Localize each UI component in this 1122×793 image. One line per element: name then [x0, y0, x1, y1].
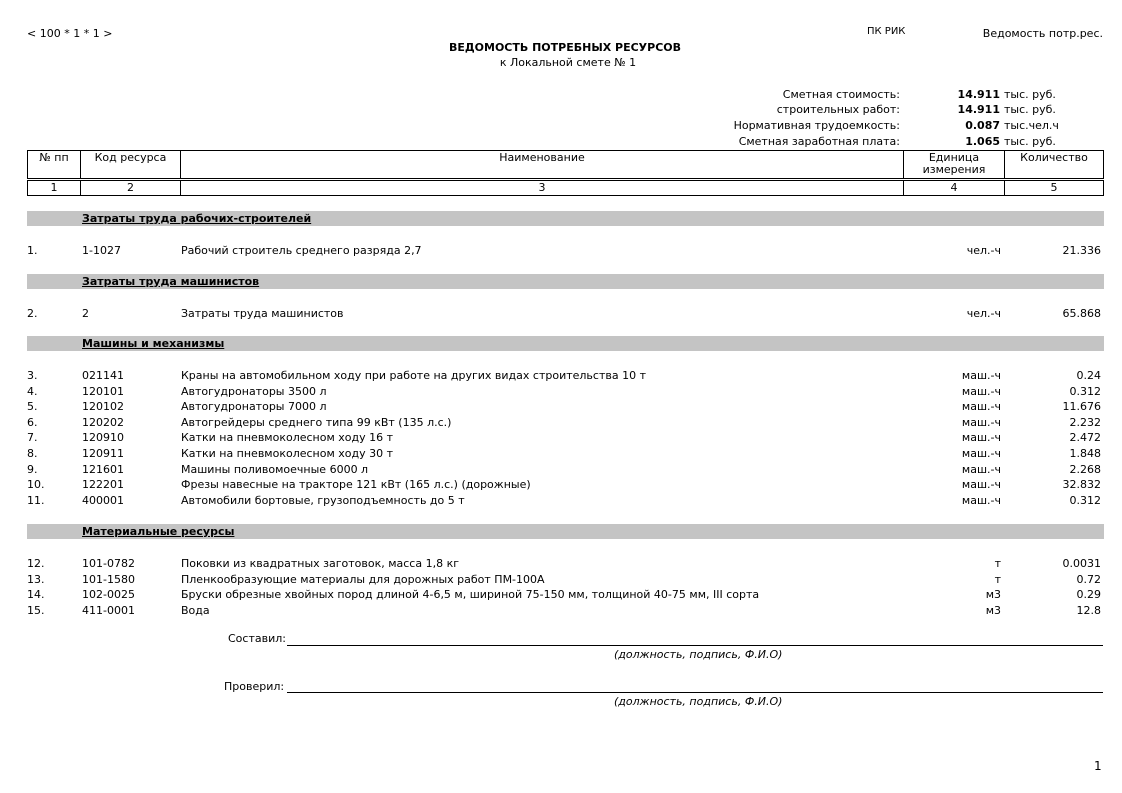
- resource-unit: маш.-ч: [961, 478, 1001, 492]
- compiled-by-signature-line: [287, 645, 1103, 646]
- resource-name: Краны на автомобильном ходу при работе на других видах строительства 10 т: [181, 369, 646, 382]
- resource-code: 120102: [82, 400, 124, 414]
- resource-name: Автогудронаторы 7000 л: [181, 400, 327, 414]
- column-number-5: 5: [1050, 181, 1058, 194]
- resource-name: Бруски обрезные хвойных пород длиной 4-6,5 м, шириной 75-150 мм, толщиной 40-75 мм, III сорта: [181, 588, 760, 602]
- resource-unit: т: [994, 557, 1001, 570]
- resource-unit: маш.-ч: [961, 400, 1001, 414]
- row-number: 1.: [27, 244, 38, 257]
- resource-name: Поковки из квадратных заготовок, масса 1,8 кг: [181, 557, 460, 570]
- row-number: 13.: [27, 572, 45, 586]
- table-row: [27, 493, 1104, 508]
- row-number: 5.: [27, 400, 38, 414]
- row-number: 15.: [27, 603, 45, 617]
- resource-quantity: 2.472: [1069, 431, 1101, 445]
- resource-unit: т: [994, 572, 1001, 586]
- resource-name: Катки на пневмоколесном ходу 16 т: [181, 431, 394, 445]
- resource-code: 101-1580: [82, 572, 135, 586]
- column-numbers-row: [27, 180, 1104, 196]
- compiled-by-hint: (должность, подпись, Ф.И.О): [614, 648, 783, 661]
- row-number: 4.: [27, 384, 38, 398]
- table-row: [27, 415, 1104, 430]
- table-row: [27, 572, 1104, 587]
- checked-by-hint: (должность, подпись, Ф.И.О): [614, 695, 783, 708]
- row-number: 8.: [27, 447, 38, 460]
- checked-by-label: Проверил:: [224, 680, 285, 693]
- resource-code: 411-0001: [82, 603, 135, 617]
- section-header: [27, 524, 1104, 539]
- resource-code: 120202: [82, 415, 124, 429]
- summary-unit: тыс.чел.ч: [1004, 119, 1059, 132]
- summary-label: Нормативная трудоемкость:: [733, 119, 900, 132]
- resource-code: 120911: [82, 447, 124, 460]
- resource-unit: маш.-ч: [961, 493, 1001, 507]
- resource-quantity: 65.868: [1062, 307, 1101, 320]
- resource-unit: м3: [985, 603, 1001, 617]
- section-title: Затраты труда рабочих-строителей: [82, 212, 312, 225]
- column-number-1: 1: [28, 181, 81, 195]
- row-number: 7.: [27, 431, 38, 445]
- row-number: 6.: [27, 415, 38, 429]
- resource-code: 2: [82, 307, 89, 320]
- table-row: [27, 306, 1104, 321]
- resource-unit: чел.-ч: [966, 244, 1001, 257]
- compiled-by-label: Составил:: [228, 632, 286, 645]
- summary-value: 1.065: [965, 135, 1000, 148]
- table-row: [27, 243, 1104, 258]
- row-number: 11.: [27, 493, 45, 507]
- section-header: [27, 274, 1104, 289]
- resource-code: 101-0782: [82, 557, 135, 570]
- resource-quantity: 32.832: [1062, 478, 1101, 492]
- resource-name: Машины поливомоечные 6000 л: [181, 462, 369, 476]
- document-code: < 100 * 1 * 1 >: [27, 27, 113, 40]
- document-title: ВЕДОМОСТЬ ПОТРЕБНЫХ РЕСУРСОВ: [448, 41, 682, 54]
- header-col-number: № пп: [28, 151, 81, 178]
- software-code: ПК РИК: [867, 26, 906, 37]
- resource-unit: м3: [985, 588, 1001, 602]
- section-title: Машины и механизмы: [82, 337, 225, 350]
- checked-by-signature-line: [287, 692, 1103, 693]
- resource-code: 120101: [82, 384, 124, 398]
- resource-code: 121601: [82, 462, 124, 476]
- resource-quantity: 0.312: [1069, 493, 1101, 507]
- summary-unit: тыс. руб.: [1004, 88, 1056, 101]
- resource-name: Катки на пневмоколесном ходу 30 т: [181, 447, 394, 460]
- section-title: Затраты труда машинистов: [82, 275, 260, 288]
- resource-unit: маш.-ч: [961, 415, 1001, 429]
- summary-unit: тыс. руб.: [1004, 135, 1056, 148]
- table-row: [27, 603, 1104, 618]
- resource-code: 102-0025: [82, 588, 135, 602]
- document-subtitle: к Локальной смете № 1: [499, 56, 637, 69]
- row-number: 10.: [27, 478, 45, 492]
- table-row: [27, 430, 1104, 445]
- column-number-3: 3: [181, 181, 904, 195]
- resource-quantity: 2.232: [1069, 415, 1101, 429]
- resource-name: Автогрейдеры среднего типа 99 кВт (135 л.с.): [181, 415, 452, 429]
- table-row: [27, 384, 1104, 399]
- column-number-4: 4: [904, 181, 1005, 195]
- resource-quantity: 1.848: [1069, 447, 1101, 460]
- resource-unit: маш.-ч: [961, 431, 1001, 445]
- resource-name: Фрезы навесные на тракторе 121 кВт (165 л.с.) (дорожные): [181, 478, 531, 492]
- resource-code: 021141: [82, 369, 124, 382]
- resource-name: Затраты труда машинистов: [181, 307, 344, 320]
- row-number: 3.: [27, 369, 38, 382]
- summary-value: 14.911: [957, 103, 1000, 116]
- table-row: [27, 477, 1104, 492]
- header-col-name: Наименование: [181, 151, 904, 178]
- resource-code: 122201: [82, 478, 124, 492]
- document-type-label: Ведомость потр.рес.: [982, 27, 1103, 40]
- page-number: 1: [1094, 759, 1102, 773]
- header-col-code: Код ресурса: [81, 151, 181, 178]
- row-number: 2.: [27, 307, 38, 320]
- table-header: [27, 150, 1104, 179]
- resource-unit: маш.-ч: [961, 369, 1001, 382]
- resource-quantity: 11.676: [1062, 400, 1101, 414]
- section-header: [27, 211, 1104, 226]
- resource-quantity: 0.29: [1076, 588, 1101, 602]
- resource-unit: маш.-ч: [961, 462, 1001, 476]
- column-number-2: 2: [81, 181, 181, 195]
- resource-name: Автогудронаторы 3500 л: [181, 384, 327, 398]
- table-row: [27, 462, 1104, 477]
- resource-unit: маш.-ч: [961, 447, 1001, 460]
- table-row: [27, 556, 1104, 571]
- resource-quantity: 0.72: [1076, 572, 1101, 586]
- resource-code: 120910: [82, 431, 124, 445]
- header-col-unit-line1: Единица: [928, 151, 980, 164]
- table-row: [27, 399, 1104, 414]
- resource-name: Пленкообразующие материалы для дорожных работ ПМ-100А: [181, 572, 545, 586]
- summary-label: строительных работ:: [776, 103, 900, 116]
- section-header: [27, 336, 1104, 351]
- summary-label: Сметная заработная плата:: [738, 135, 900, 148]
- resource-unit: чел.-ч: [966, 307, 1001, 320]
- resource-name: Рабочий строитель среднего разряда 2,7: [181, 244, 422, 257]
- summary-value: 14.911: [957, 88, 1000, 101]
- summary-value: 0.087: [965, 119, 1000, 132]
- summary-label: Сметная стоимость:: [782, 88, 900, 101]
- resource-unit: маш.-ч: [961, 384, 1001, 398]
- table-row: [27, 587, 1104, 602]
- row-number: 12.: [27, 557, 45, 570]
- row-number: 14.: [27, 588, 45, 602]
- resource-name: Вода: [181, 603, 210, 617]
- header-col-quantity: Количество: [1020, 151, 1088, 164]
- section-title: Материальные ресурсы: [82, 525, 235, 538]
- resource-quantity: 12.8: [1076, 603, 1101, 617]
- table-row: [27, 368, 1104, 383]
- table-row: [27, 446, 1104, 461]
- resource-code: 400001: [82, 493, 124, 507]
- resource-quantity: 0.0031: [1062, 557, 1101, 570]
- header-col-unit-line2: измерения: [922, 163, 986, 176]
- resource-quantity: 21.336: [1062, 244, 1101, 257]
- resource-code: 1-1027: [82, 244, 121, 257]
- resource-quantity: 0.312: [1069, 384, 1101, 398]
- row-number: 9.: [27, 462, 38, 476]
- header-col-unit: [904, 151, 1005, 178]
- resource-quantity: 2.268: [1069, 462, 1101, 476]
- summary-unit: тыс. руб.: [1004, 103, 1056, 116]
- resource-name: Автомобили бортовые, грузоподъемность до 5 т: [181, 493, 465, 507]
- resource-quantity: 0.24: [1076, 369, 1101, 382]
